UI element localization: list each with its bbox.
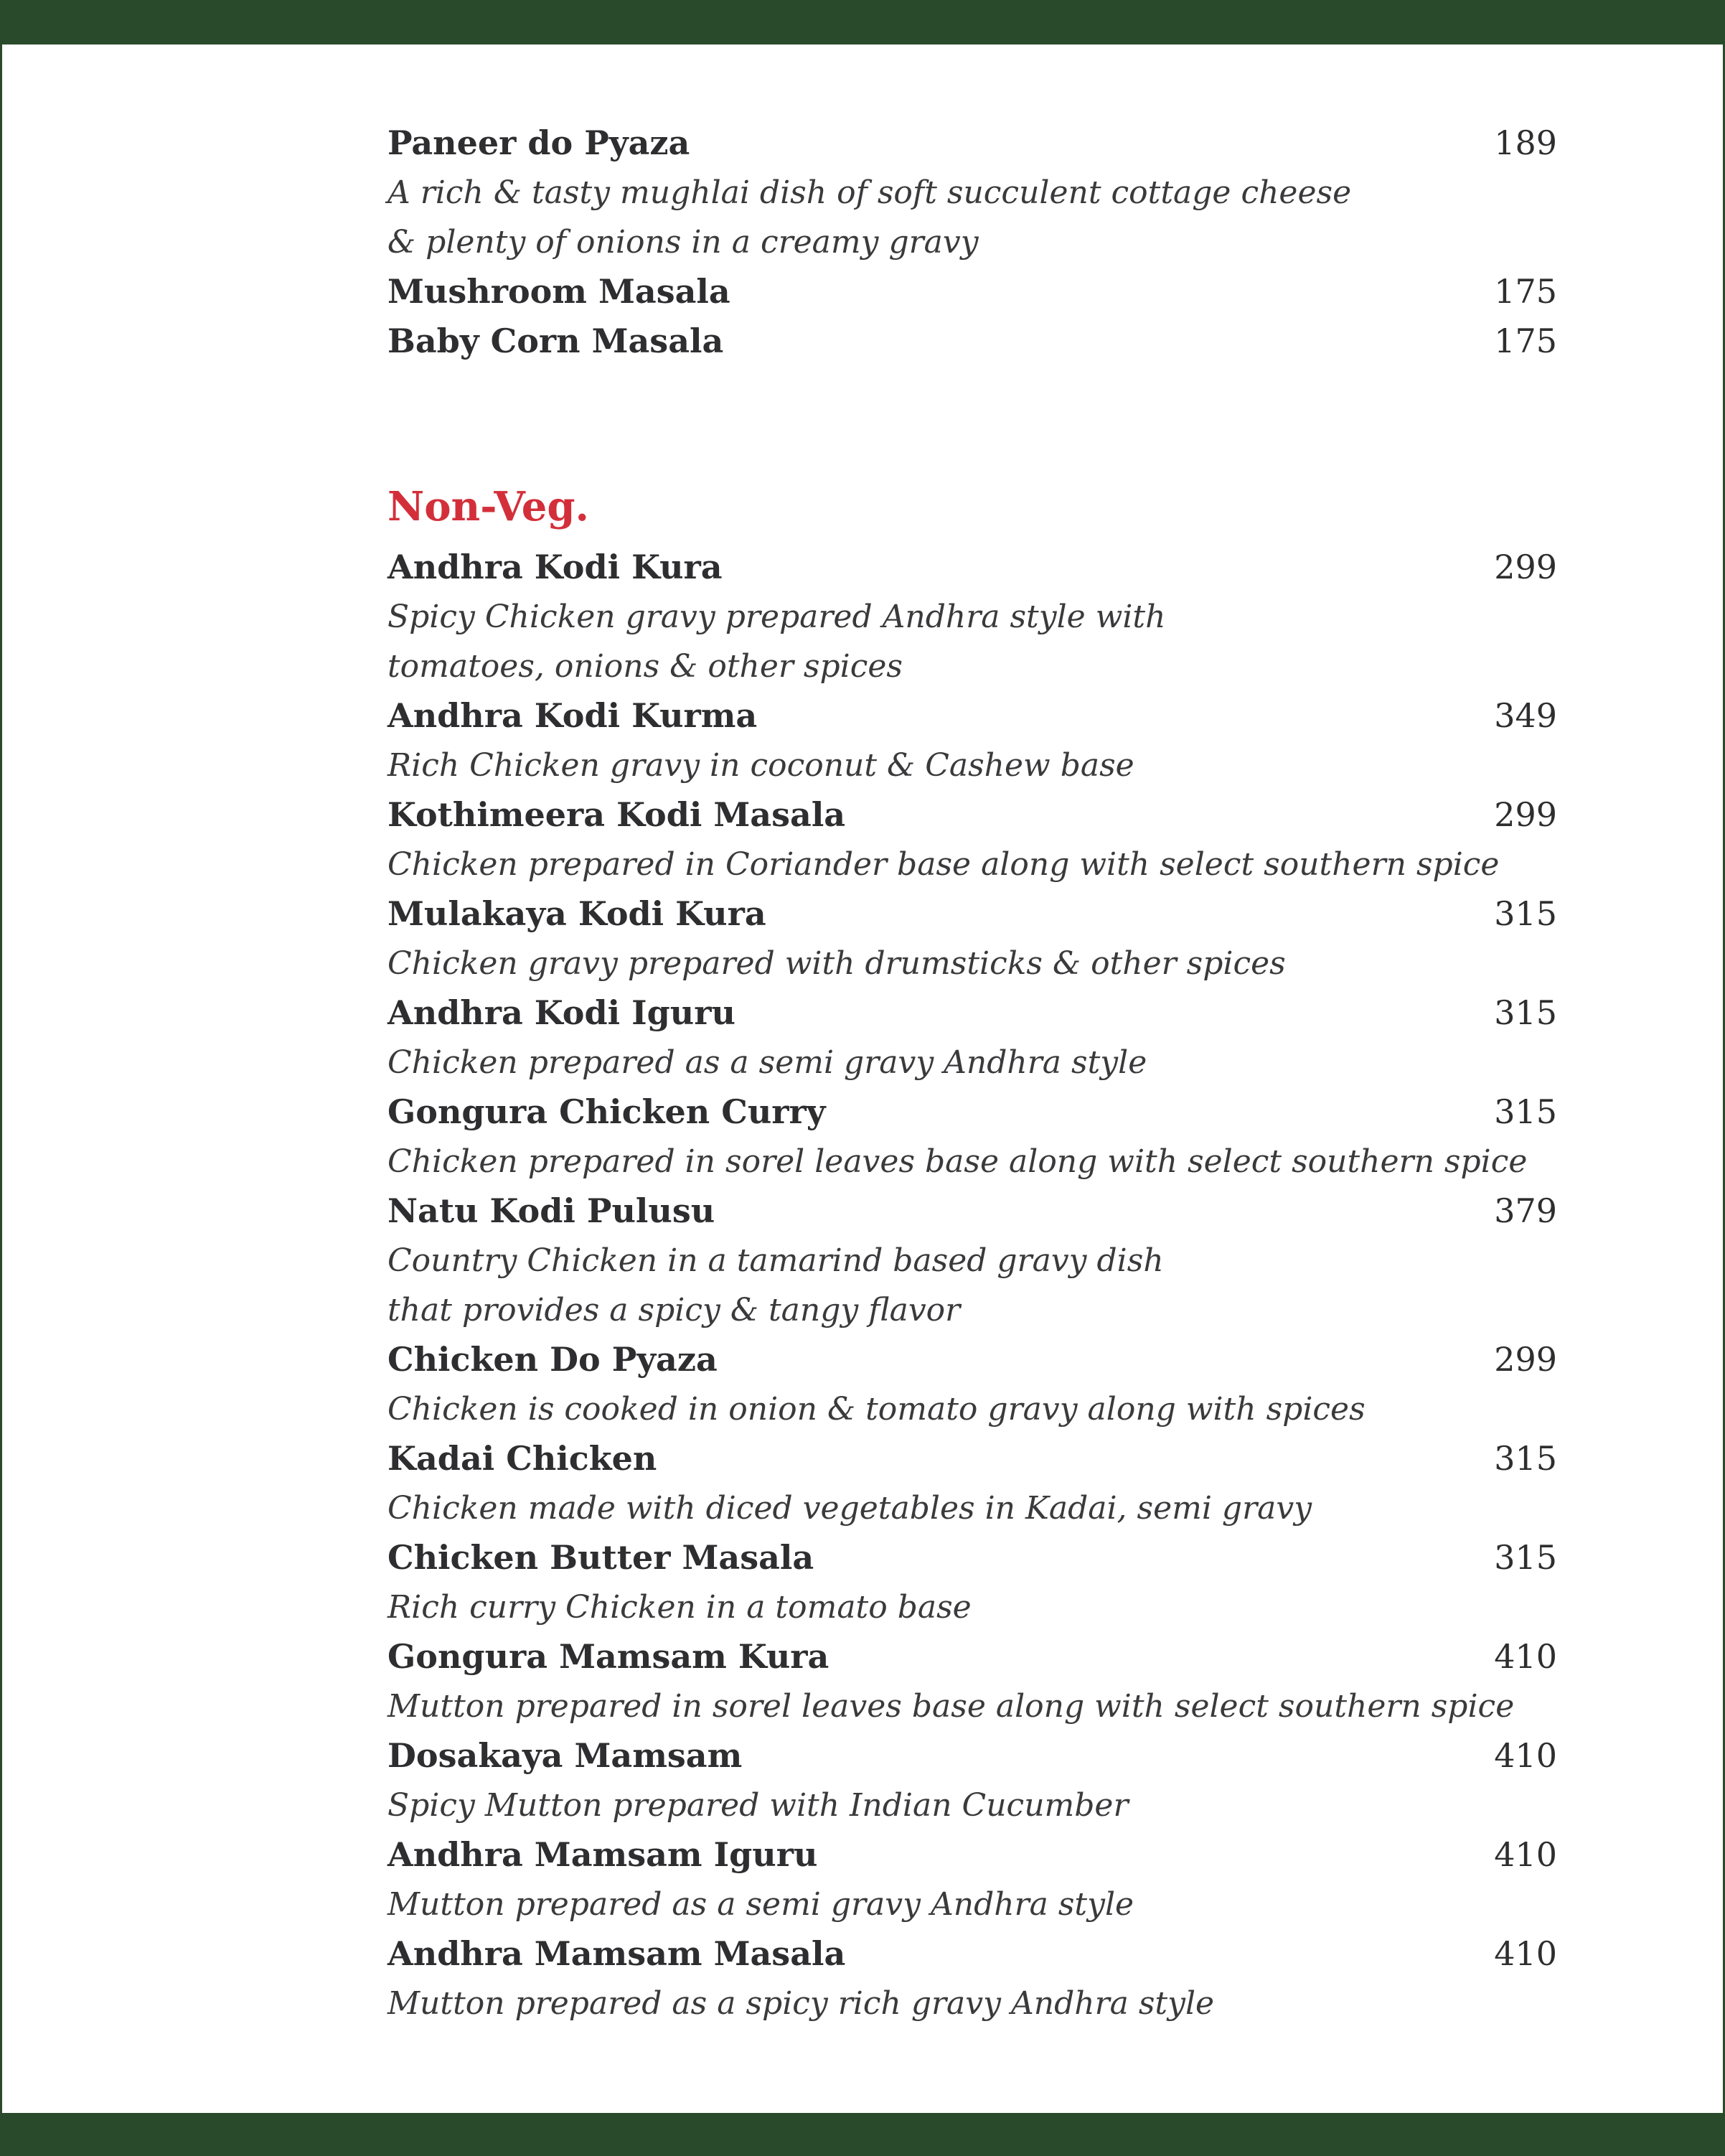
- dish-description: Rich Chicken gravy in coconut & Cashew base: [387, 747, 1134, 784]
- dish-description: Mutton prepared as a semi gravy Andhra style: [387, 1886, 1134, 1923]
- menu-item: [387, 1335, 1557, 1434]
- dish-description: Chicken is cooked in onion & tomato gravy along with spices: [387, 1391, 1366, 1428]
- dish-price: 379: [1494, 1191, 1557, 1230]
- dish-price: 410: [1494, 1736, 1557, 1775]
- menu-item-row: [387, 691, 1557, 741]
- menu-item: [387, 1533, 1557, 1632]
- dish-name: Chicken Butter Masala: [387, 1538, 814, 1577]
- menu-item: [387, 1632, 1557, 1731]
- dish-price: 315: [1494, 1538, 1557, 1577]
- dish-name: Andhra Mamsam Iguru: [387, 1835, 818, 1874]
- menu-item-row: [387, 889, 1557, 939]
- dish-price: 175: [1494, 272, 1557, 311]
- menu-item: [387, 1186, 1557, 1335]
- dish-description: A rich & tasty mughlai dish of soft succulent cottage cheese: [387, 174, 1352, 211]
- menu-item-row: [387, 1830, 1557, 1880]
- dish-description: Mutton prepared in sorel leaves base along with select southern spice: [387, 1688, 1515, 1725]
- menu-item-row: [387, 1929, 1557, 1979]
- dish-price: 349: [1494, 696, 1557, 735]
- dish-price: 299: [1494, 795, 1557, 834]
- menu-item: [387, 267, 1557, 317]
- dish-price: 189: [1494, 123, 1557, 162]
- dish-description: Chicken prepared in Coriander base along with select southern spice: [387, 846, 1500, 883]
- menu-item-row: [387, 790, 1557, 840]
- dish-description: Chicken prepared in sorel leaves base along with select southern spice: [387, 1143, 1528, 1180]
- menu-item-row: [387, 1533, 1557, 1583]
- dish-price: 410: [1494, 1835, 1557, 1874]
- non-veg-item-list: [387, 543, 1557, 2028]
- section-title-non-veg: Non-Veg.: [387, 483, 590, 530]
- menu-item: [387, 988, 1557, 1087]
- dish-price: 315: [1494, 894, 1557, 933]
- dish-price: 299: [1494, 548, 1557, 586]
- menu-item-row: [387, 1087, 1557, 1137]
- dish-description: Country Chicken in a tamarind based gravy dish: [387, 1242, 1164, 1279]
- menu-item-row: [387, 1632, 1557, 1682]
- menu-item: [387, 691, 1557, 790]
- menu-item-row: [387, 1335, 1557, 1384]
- menu-item-row: [387, 1731, 1557, 1781]
- dish-name: Paneer do Pyaza: [387, 123, 690, 162]
- menu-item: [387, 1731, 1557, 1830]
- dish-name: Kadai Chicken: [387, 1439, 657, 1478]
- top-band: [0, 0, 1725, 44]
- menu-item-row: [387, 317, 1557, 366]
- dish-description: & plenty of onions in a creamy gravy: [387, 224, 979, 261]
- section-spacer: [387, 366, 1557, 471]
- dish-description: Chicken prepared as a semi gravy Andhra style: [387, 1044, 1147, 1081]
- dish-price: 410: [1494, 1637, 1557, 1676]
- menu-item: [387, 1434, 1557, 1533]
- dish-description: tomatoes, onions & other spices: [387, 648, 903, 685]
- menu-item: [387, 1929, 1557, 2028]
- dish-name: Kothimeera Kodi Masala: [387, 795, 846, 834]
- dish-name: Baby Corn Masala: [387, 322, 724, 360]
- dish-name: Chicken Do Pyaza: [387, 1340, 718, 1379]
- menu-item-row: [387, 988, 1557, 1038]
- dish-description: that provides a spicy & tangy flavor: [387, 1292, 961, 1328]
- menu-item-row: [387, 1434, 1557, 1484]
- dish-name: Andhra Kodi Iguru: [387, 993, 735, 1032]
- veg-item-list: [387, 118, 1557, 366]
- dish-price: 299: [1494, 1340, 1557, 1379]
- dish-price: 315: [1494, 1092, 1557, 1131]
- menu-item: [387, 790, 1557, 889]
- menu-item: [387, 118, 1557, 267]
- dish-name: Andhra Kodi Kurma: [387, 696, 758, 735]
- dish-name: Andhra Kodi Kura: [387, 548, 723, 586]
- dish-name: Gongura Chicken Curry: [387, 1092, 826, 1131]
- dish-name: Natu Kodi Pulusu: [387, 1191, 715, 1230]
- menu-item-row: [387, 118, 1557, 168]
- dish-name: Andhra Mamsam Masala: [387, 1934, 846, 1973]
- menu-item: [387, 543, 1557, 691]
- bottom-band: [0, 2113, 1725, 2156]
- dish-description: Spicy Chicken gravy prepared Andhra style with: [387, 599, 1166, 635]
- dish-description: Mutton prepared as a spicy rich gravy Andhra style: [387, 1985, 1215, 2022]
- menu-item-row: [387, 267, 1557, 317]
- dish-name: Mushroom Masala: [387, 272, 730, 311]
- dish-price: 410: [1494, 1934, 1557, 1973]
- dish-price: 315: [1494, 993, 1557, 1032]
- dish-price: 175: [1494, 322, 1557, 360]
- menu-item: [387, 317, 1557, 366]
- menu-item-row: [387, 543, 1557, 592]
- menu-content: [387, 118, 1557, 2028]
- menu-item: [387, 889, 1557, 988]
- dish-description: Rich curry Chicken in a tomato base: [387, 1589, 972, 1626]
- menu-item: [387, 1830, 1557, 1929]
- dish-name: Mulakaya Kodi Kura: [387, 894, 766, 933]
- menu-item: [387, 1087, 1557, 1186]
- dish-description: Chicken gravy prepared with drumsticks & other spices: [387, 945, 1286, 982]
- dish-description: Spicy Mutton prepared with Indian Cucumber: [387, 1787, 1129, 1824]
- menu-item-row: [387, 1186, 1557, 1236]
- left-border: [0, 0, 2, 2156]
- dish-name: Gongura Mamsam Kura: [387, 1637, 829, 1676]
- dish-description: Chicken made with diced vegetables in Kadai, semi gravy: [387, 1490, 1312, 1527]
- dish-price: 315: [1494, 1439, 1557, 1478]
- dish-name: Dosakaya Mamsam: [387, 1736, 743, 1775]
